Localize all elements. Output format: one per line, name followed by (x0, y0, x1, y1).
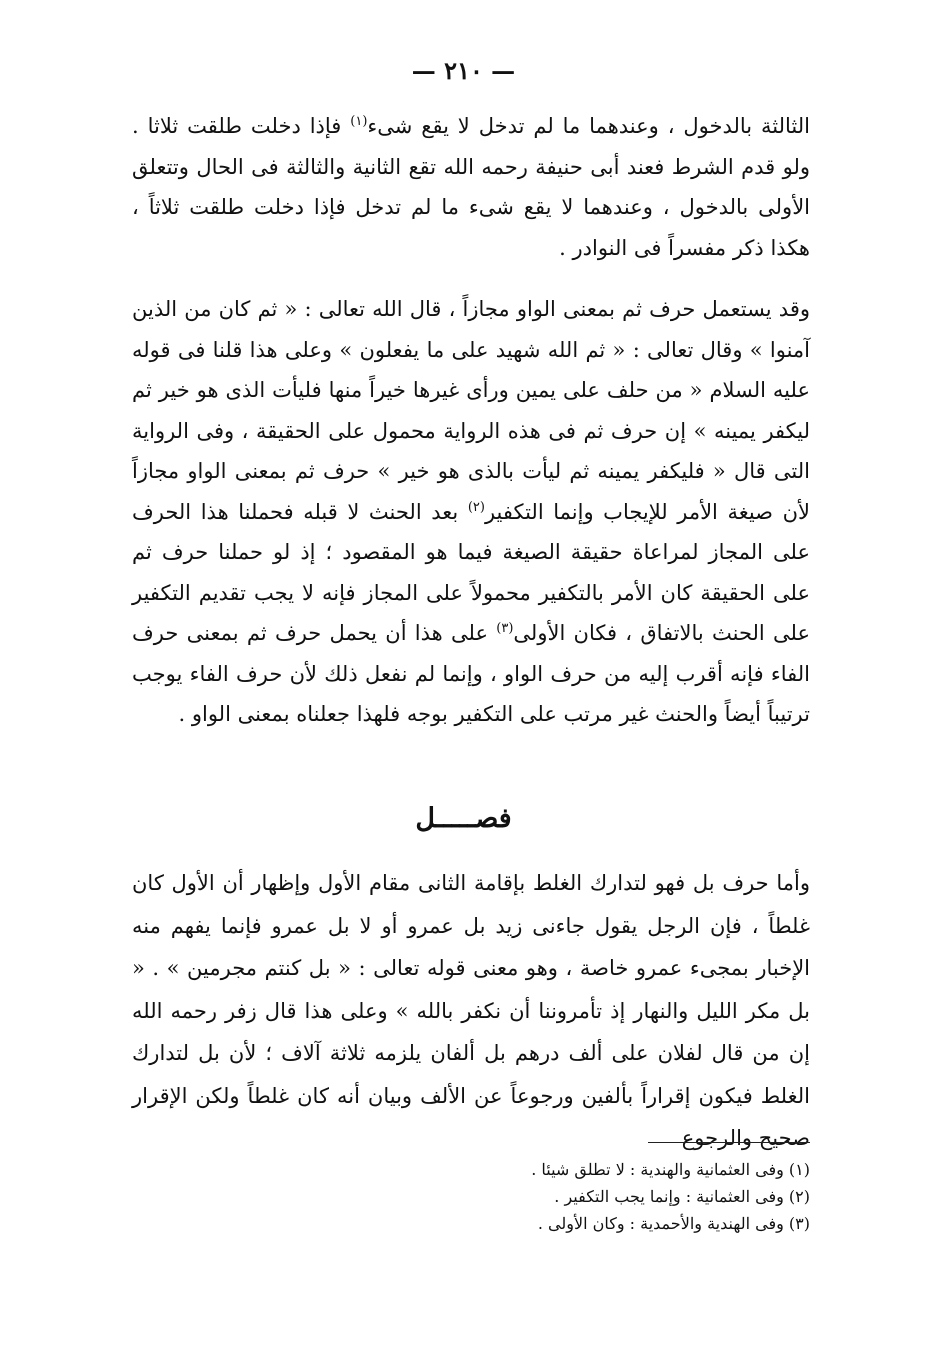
footnote-1: (١) وفى العثمانية والهندية : لا تطلق شيئا . (531, 1160, 810, 1179)
footnote-ref-1: (١) (350, 114, 368, 129)
section-paragraph: وأما حرف بل فهو لتدارك الغلط بإقامة الثانى مقام الأول وإظهار أن الأول كان غلطاً ، فإن الرجل يقول جاءنى زيد بل عمرو أو لا بل عمرو فإنما يفهم منه الإخبار بمجىء عمرو خاصة ، وهو معنى قوله تعالى : « بل كنتم مجرمين » . « بل مكر الليل والنهار إذ تأمروننا أن نكفر بالله » وعلى هذا قال زفر رحمه الله إن من قال لفلان على ألف درهم بل ألفان يلزمه ثلاثة آلاف ؛ لأن بل لتدارك الغلط فيكون إقراراً بألفين ورجوعاً عن الألف وبيان أنه كان غلطاً ولكن الإقرار صحيح والرجوع (132, 871, 810, 1150)
footnote-ref-3: (٣) (496, 621, 514, 636)
paragraph-1 (132, 106, 810, 268)
footnotes-list (300, 1156, 810, 1237)
paragraph-2-text-cont: بعد الحنث لا قبله فحملنا هذا الحرف على المجاز لمراعاة حقيقة الصيغة فيما هو المقصود ؛ إذ لو حملنا حرف ثم على الحقيقة كان الأمر بالتكفير محمولاً على المجاز فإنه لا يجب تقديم التكفير على الحنث بالاتفاق ، فكان الأولى (132, 499, 810, 645)
paragraph-2-text-end: على هذا أن يحمل حرف ثم بمعنى حرف الفاء فإنه أقرب إليه من حرف الواو ، وإنما لم نفعل ذلك لأن حرف الفاء يوجب ترتيباً أيضاً والحنث غير مرتب على التكفير بوجه فلهذا جعلناه بمعنى الواو . (132, 621, 810, 726)
footnote-2: (٢) وفى العثمانية : وإنما يجب التكفير . (554, 1187, 810, 1206)
paragraph-2-text: وقد يستعمل حرف ثم بمعنى الواو مجازاً ، قال الله تعالى : « ثم كان من الذين آمنوا » وقال تعالى : « ثم الله شهيد على ما يفعلون » وعلى هذا قلنا فى قوله عليه السلام « من حلف على يمين ورأى غيرها خيراً منها فليأت الذى هو خير ثم ليكفر يمينه » إن حرف ثم فى هذه الرواية محمول على الحقيقة ، وفى الرواية التى قال « فليكفر يمينه ثم ليأت بالذى هو خير » حرف ثم بمعنى الواو مجازاً لأن صيغة الأمر للإيجاب وإنما التكفير (132, 297, 810, 524)
paragraph-2 (132, 289, 810, 735)
section-heading: فصـــــل (415, 803, 512, 834)
footnote-ref-2: (٢) (467, 499, 485, 515)
footnote-3: (٣) وفى الهندية والأحمدية : وكان الأولى . (537, 1214, 810, 1233)
page-number: — ٢١٠ — (411, 56, 516, 85)
paragraph-1-text: الثالثة بالدخول ، وعندهما ما لم تدخل لا يقع شىء (367, 114, 811, 138)
paragraph-1-text-cont: فإذا دخلت طلقت ثلاثا . ولو قدم الشرط فعند أبى حنيفة رحمه الله تقع الثانية والثالثة فى الحال وتتعلق الأولى بالدخول ، وعندهما لا يقع شىء ما لم تدخل فإذا دخلت طلقت ثلاثاً ، هكذا ذكر مفسراً فى النوادر . (132, 114, 810, 260)
footnote-divider (648, 1142, 810, 1143)
